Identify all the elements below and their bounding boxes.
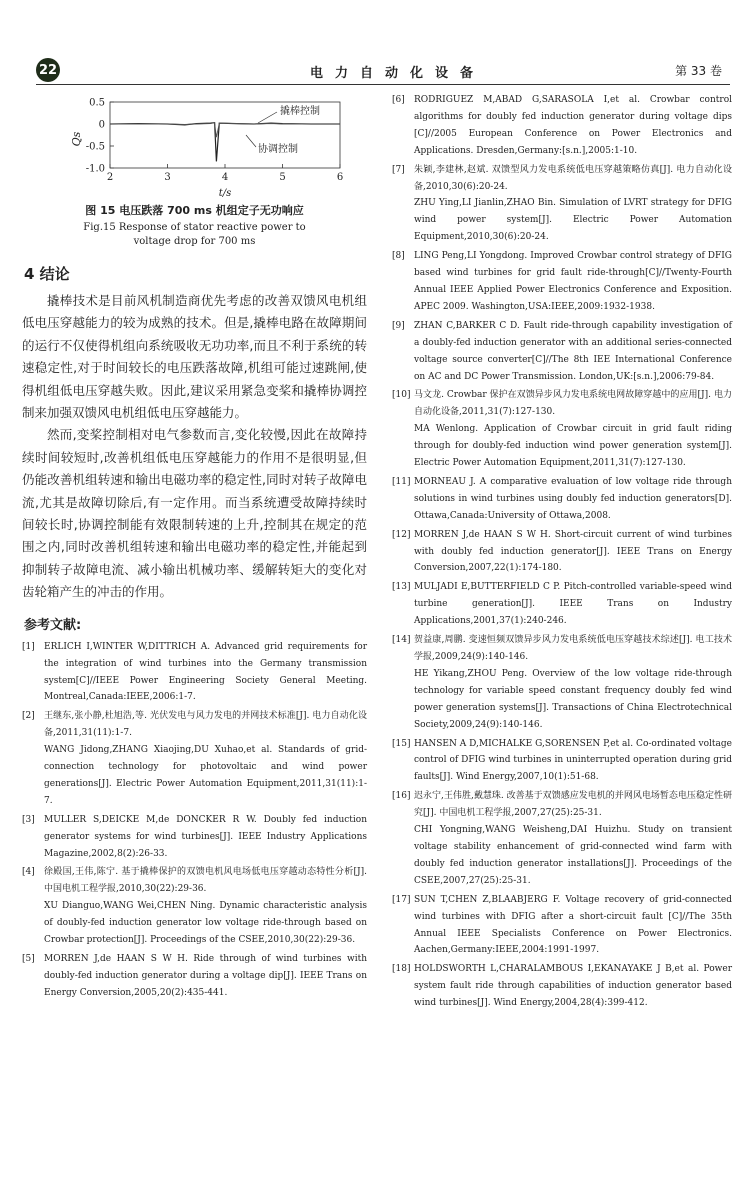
reference-line: HE Yikang,ZHOU Peng. Overview of the low voltage ride-through technology for variable speed constant frequency doubly fed wind power generation systems[J]. Transactions of China Electrotechnical Society,2009,24(9):140-146. <box>414 668 732 730</box>
reference-text <box>414 892 732 960</box>
reference-line: 王继东,张小静,杜旭浩,等. 光伏发电与风力发电的并网技术标准[J]. 电力自动化设备,2011,31(11):1-7. <box>44 711 367 739</box>
page-number-badge: 22 <box>36 58 60 82</box>
section-title: 4 结论 <box>24 265 70 283</box>
reference-item <box>392 474 732 525</box>
reference-line: MORREN J,de HAAN S W H. Ride through of wind turbines with doubly-fed induction generator during a voltage dip[J]. IEEE Trans on Energy Conversion,2005,20(2):435-441. <box>44 954 367 998</box>
reference-number: [14] <box>392 635 411 646</box>
reference-item <box>392 92 732 160</box>
reference-item <box>22 951 367 1002</box>
reference-line: 贺益康,周鹏. 变速恒频双馈异步风力发电系统低电压穿越技术综述[J]. 电工技术学报,2009,24(9):140-146. <box>414 635 732 662</box>
reference-item <box>392 248 732 316</box>
reference-number: [4] <box>22 867 35 878</box>
left-column <box>22 92 367 1004</box>
reference-text <box>414 474 732 525</box>
reference-text <box>414 162 732 247</box>
reference-item <box>392 318 732 386</box>
reference-item <box>22 639 367 707</box>
reference-item <box>22 708 367 809</box>
reference-number: [9] <box>392 320 405 331</box>
reference-text <box>44 812 367 863</box>
reference-line: XU Dianguo,WANG Wei,CHEN Ning. Dynamic characteristic analysis of doubly-fed induction generator low voltage ride-through based on Crowbar protection[J]. Proceedings of the CSEE,2010,30(22):29-36. <box>44 901 367 946</box>
reference-item <box>392 387 732 472</box>
x-tick-label: 5 <box>279 172 286 183</box>
reference-item <box>392 961 732 1012</box>
journal-title: 电力自动化设备 <box>310 66 486 81</box>
right-column <box>392 92 732 1014</box>
reference-item <box>22 864 367 949</box>
y-axis-label: Qs <box>70 131 83 147</box>
figure-15-chart <box>22 92 367 200</box>
reference-number: [3] <box>22 814 35 825</box>
reference-number: [11] <box>392 476 411 487</box>
references-title: 参考文献: <box>24 617 82 633</box>
reference-item <box>392 892 732 960</box>
reference-number: [16] <box>392 791 411 802</box>
reference-number: [5] <box>22 954 35 964</box>
reference-line: RODRIGUEZ M,ABAD G,SARASOLA I,et al. Crowbar control algorithms for doubly fed induction generator during voltage dips [C]//2005 European Conference on Power Electronics and Applications. Dresden,Germany:[s.n.],2005:1-10. <box>414 95 732 156</box>
series-line-1 <box>110 123 340 162</box>
reference-line: 徐殿国,王伟,陈宁. 基于撬棒保护的双馈电机风电场低电压穿越动态特性分析[J]. 中国电机工程学报,2010,30(22):29-36. <box>44 867 367 895</box>
series-line-2 <box>110 123 340 138</box>
reference-line: HOLDSWORTH L,CHARALAMBOUS I,EKANAYAKE J B,et al. Power system fault ride through capabilities of induction generator based wind turbines[J]. Wind Energy,2004,28(4):399-412. <box>414 964 732 1009</box>
y-tick-label: 0.5 <box>89 97 105 109</box>
reference-line: ZHAN C,BARKER C D. Fault ride-through capability investigation of a doubly-fed induction generator with an additional series-connected voltage source converter[C]//The 8th IEE International Conference on AC and DC Power Transmission. London,UK:[s.n.],2006:79-84. <box>414 320 732 382</box>
reference-item <box>392 632 732 733</box>
reference-item <box>392 162 732 247</box>
reference-number: [13] <box>392 582 411 593</box>
reference-number: [12] <box>392 529 411 540</box>
reference-line: MORNEAU J. A comparative evaluation of low voltage ride through solutions in wind turbines using doubly fed induction generators[D]. Ottawa,Canada:University of Ottawa,2008. <box>414 476 732 521</box>
reference-text <box>414 736 732 787</box>
volume-label: 第 33 卷 <box>675 64 722 78</box>
reference-line: 迟永宁,王伟胜,戴慧珠. 改善基于双馈感应发电机的并网风电场暂态电压稳定性研究[J]. 中国电机工程学报,2007,27(25):25-31. <box>414 791 732 819</box>
reference-item <box>392 579 732 630</box>
reference-list-left <box>22 639 367 1002</box>
annotation-label: 协调控制 <box>258 144 298 155</box>
figure-caption-en <box>22 221 367 249</box>
conclusion-paragraph-2: 然而,变桨控制相对电气参数而言,变化较慢,因此在故障持续时间较短时,改善机组低电压穿越能力的作用不是很明显,但仍能改善机组转速和输出电磁功率的稳定性,同时对转子故障电流,尤其是故障切除后,有一定作用。而当系统遭受故障持续时间较长时,协调控制能有效限制转速的上升,控制其在规定的范围之内,同时改善机组转速和输出电磁功率的稳定性,并能起到抑制转子故障电流、减小输出机械功率、缓解转矩大的变化对齿轮箱产生的冲击的作用。 <box>22 427 367 600</box>
reference-line: ZHU Ying,LI Jianlin,ZHAO Bin. Simulation of LVRT strategy for DFIG wind power system[J]. Electric Power Automation Equipment,2010,30(6):20-24. <box>414 198 732 243</box>
reference-text <box>414 248 732 316</box>
figure-caption-en-line2: voltage drop for 700 ms <box>133 236 256 247</box>
header-rule <box>36 84 730 85</box>
reference-text <box>414 527 732 578</box>
y-tick-label: -0.5 <box>85 141 105 153</box>
reference-number: [1] <box>22 641 35 652</box>
reference-number: [18] <box>392 964 411 975</box>
reference-line: CHI Yongning,WANG Weisheng,DAI Huizhu. Study on transient voltage stability enhancement of grid-connected wind farm with doubly fed induction generator installations[J]. Proceedings of the CSEE,2007,27(25):25-31. <box>414 825 732 886</box>
y-tick-label: -1.0 <box>85 163 105 175</box>
reference-text <box>44 864 367 949</box>
reference-line: LING Peng,LI Yongdong. Improved Crowbar control strategy of DFIG based wind turbines for grid fault ride-through[C]//Twenty-Fourth Annual IEEE Applied Power Electronics Conference and Exposition. APEC 2009. Washington,USA:IEEE,2009:1932-1938. <box>414 251 732 312</box>
annotation-label: 撬棒控制 <box>280 106 320 117</box>
reference-item <box>392 788 732 889</box>
reference-line: MA Wenlong. Application of Crowbar circuit in grid fault riding through for doubly-fed induction wind power generation system[J]. Electric Power Automation Equipment,2011,31(7):127-130. <box>414 424 732 469</box>
reference-item <box>392 527 732 578</box>
reference-number: [17] <box>392 894 411 905</box>
x-tick-label: 4 <box>221 172 229 183</box>
reference-text <box>414 788 732 889</box>
reference-number: [2] <box>22 711 35 722</box>
reference-text <box>414 318 732 386</box>
reference-text <box>414 632 732 733</box>
reference-line: WANG Jidong,ZHANG Xiaojing,DU Xuhao,et al. Standards of grid-connection technology for photovoltaic and wind power generations[J]. Electric Power Automation Equipment,2011,31(11):1-7. <box>44 745 367 806</box>
reference-text <box>414 961 732 1012</box>
page-header <box>22 52 730 82</box>
reference-text <box>44 639 367 707</box>
reference-text <box>414 387 732 472</box>
reference-text <box>44 708 367 809</box>
reference-line: ERLICH I,WINTER W,DITTRICH A. Advanced grid requirements for the integration of wind turbines into the Germany transmission system[C]//IEEE Power Engineering Society General Meeting. Montreal,Canada:IEEE,2006:1-7. <box>44 641 367 703</box>
x-tick-label: 6 <box>336 172 344 183</box>
x-tick-label: 3 <box>164 172 171 183</box>
reference-text <box>44 951 367 1002</box>
reference-number: [10] <box>392 390 411 401</box>
reference-line: MULJADI E,BUTTERFIELD C P. Pitch-controlled variable-speed wind turbine generation[J]. IEEE Trans on Industry Applications,2001,37(1):240-246. <box>414 582 732 627</box>
reference-line: MULLER S,DEICKE M,de DONCKER R W. Doubly fed induction generator systems for wind turbines[J]. IEEE Industry Applications Magazine,2002,8(2):26-33. <box>44 814 367 859</box>
reference-item <box>392 736 732 787</box>
reference-number: [15] <box>392 738 411 749</box>
reference-line: HANSEN A D,MICHALKE G,SORENSEN P,et al. Co-ordinated voltage control of DFIG wind turbines in uninterrupted operation during grid faults[J]. Wind Energy,2007,10(1):51-68. <box>414 738 732 783</box>
reference-text <box>414 92 732 160</box>
y-tick-label: 0 <box>98 119 105 131</box>
conclusion-paragraph-1: 撬棒技术是目前风机制造商优先考虑的改善双馈风电机组低电压穿越能力的较为成熟的技术。但是,撬棒电路在故障期间的运行不仅使得机组向系统吸收无功功率,而且不利于系统的转速稳定性,对于时间较长的电压跌落故障,机组可能过速跳闸,使得机组低电压穿越失败。因此,建议采用紧急变桨和撬棒协调控制来加强双馈风电机组低电压穿越能力。 <box>22 293 367 421</box>
reference-list-right <box>392 92 732 1012</box>
reference-line: 朱颖,李建林,赵斌. 双馈型风力发电系统低电压穿越策略仿真[J]. 电力自动化设备,2010,30(6):20-24. <box>414 164 732 192</box>
reference-line: SUN T,CHEN Z,BLAABJERG F. Voltage recovery of grid-connected wind turbines with DFIG after a short-circuit fault [C]//The 35th Annual IEEE Specialists Conference on Power Electronics. Aachen,Germany:IEEE,2004:1991-1997. <box>414 894 732 956</box>
reference-line: MORREN J,de HAAN S W H. Short-circuit current of wind turbines with doubly fed induction generator[J]. IEEE Trans on Energy Conversion,2007,22(1):174-180. <box>414 529 732 574</box>
reference-number: [6] <box>392 95 405 105</box>
reference-number: [7] <box>392 164 405 175</box>
x-tick-label: 2 <box>106 172 114 183</box>
reference-line: 马文龙. Crowbar 保护在双馈异步风力发电系统电网故障穿越中的应用[J]. 电力自动化设备,2011,31(7):127-130. <box>414 390 732 418</box>
reference-text <box>414 579 732 630</box>
reference-number: [8] <box>392 251 405 262</box>
figure-caption-cn: 图 15 电压跌落 700 ms 机组定子无功响应 <box>85 204 304 217</box>
reference-item <box>22 812 367 863</box>
annotation-leader <box>246 135 256 147</box>
x-axis-label: t/s <box>218 188 232 199</box>
figure-caption-en-line1: Fig.15 Response of stator reactive power to <box>83 222 306 233</box>
annotation-leader <box>258 112 277 123</box>
